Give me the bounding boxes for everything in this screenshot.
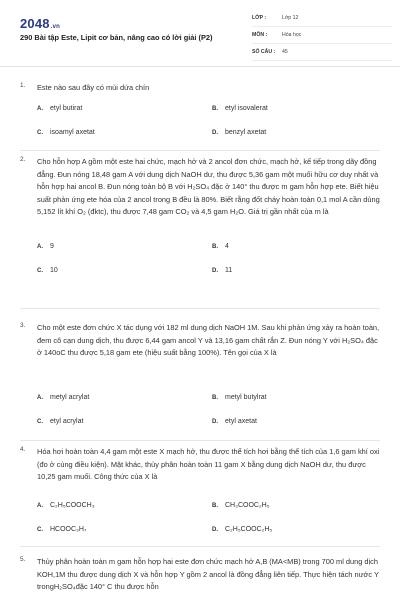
question-text: Cho một este đơn chức X tác dụng với 182 ml dung dịch NaOH 1M. Sau khi phản ứng xảy ra hoàn toàn, đem cô cạn dung dịch, thu được 6,44 gam ancol Y và 13,16 gam chất rắn Z. Đun nóng Y với H₂SO₄ đặc ở 140oC thu được 5,18 gam ete (hiệu suất bằng 100%). Tên gọi của X là [37,323,380,358]
option-text: C₂H₅COOCH₃ [50,502,95,509]
option-text: metyl acrylat [50,394,90,401]
option-text: CH₃COOC₂H₅ [225,502,270,509]
info-label: LỚP : [252,15,267,21]
option-text: 4 [225,243,229,250]
option-letter: B. [212,244,218,250]
info-table [252,10,392,61]
divider [20,150,380,151]
option-letter: B. [212,106,218,112]
option-text: isoamyl axetat [50,129,95,136]
info-row-class [252,10,392,27]
option-letter: C. [37,268,43,274]
option-letter: D. [212,268,218,274]
option-letter: A. [37,244,43,250]
option-d[interactable] [212,526,272,533]
option-letter: C. [37,419,43,425]
divider [20,440,380,441]
option-b[interactable] [212,394,267,401]
option-d[interactable] [212,129,266,136]
option-c[interactable] [37,418,83,425]
option-b[interactable] [212,502,270,509]
info-label: SỐ CÂU : [252,49,276,55]
info-label: MÔN : [252,32,268,38]
option-text: metyl butylrat [225,394,267,401]
question-number: 2. [20,156,26,163]
option-letter: C. [37,527,43,533]
divider [20,308,380,309]
option-b[interactable] [212,105,268,112]
option-text: benzyl axetat [225,129,267,136]
option-letter: D. [212,419,218,425]
option-d[interactable] [212,418,257,425]
option-text: 9 [50,243,54,250]
logo-text: 2048 [20,16,50,31]
option-letter: A. [37,106,43,112]
option-letter: D. [212,130,218,136]
question-number: 1. [20,82,26,89]
question-text: Este nào sau đây có mùi dứa chín [37,83,150,92]
info-row-subject [252,27,392,44]
info-value: Lớp 12 [282,15,299,21]
logo-suffix: .vn [50,24,61,30]
info-value: Hóa học [282,32,302,38]
option-a[interactable] [37,394,89,401]
option-letter: B. [212,503,218,509]
site-logo[interactable] [20,16,60,31]
option-a[interactable] [37,105,82,112]
page-header [0,0,400,67]
option-text: etyl axetat [225,418,257,425]
option-a[interactable] [37,502,95,509]
option-letter: A. [37,395,43,401]
option-c[interactable] [37,526,86,533]
option-letter: D. [212,527,218,533]
option-text: etyl acrylat [50,418,84,425]
question-number: 5. [20,556,26,563]
document-title: 290 Bài tập Este, Lipit cơ bản, nâng cao có lời giải (P2) [20,33,213,42]
option-text: 10 [50,267,58,274]
question-number: 3. [20,322,26,329]
option-text: C₂H₅COOC₂H₅ [225,526,273,533]
option-text: etyl butirat [50,105,83,112]
option-c[interactable] [37,267,58,274]
option-a[interactable] [37,243,54,250]
question-number: 4. [20,446,26,453]
question-text: Thủy phân hoàn toàn m gam hỗn hợp hai este đơn chức mạch hở A,B (MA<MB) trong 700 ml dung dịch KOH,1M thu được dung dịch X và hỗn hợp Y gồm 2 ancol là đồng đẳng liên tiếp. Thực hiện tách nước Y trongH₂SO₄đặc 140° C thu được hỗn [37,557,379,592]
option-d[interactable] [212,267,232,274]
option-text: etyl isovalerat [225,105,268,112]
question-text: Cho hỗn hợp A gồm một este hai chức, mạch hở và 2 ancol đơn chức, mạch hở, kế tiếp trong dãy đồng đẳng. Đun nóng 18,48 gam A với dung dịch NaOH dư, thu được 5,36 gam một muối hữu cơ duy nhất và hỗn hợp hai ancol B. Đun nóng toàn bộ B với H₂SO₄ đặc ở 140° thu được m gam hỗn hợp ete. Biết hiệu suất phản ứng ete hóa của 2 ancol trong B đều là 80%. Biết rằng đốt cháy hoàn toàn 0,1 mol A cần dùng 5,152 lít khí O₂ (đktc), thu được 7,48 gam CO₂ và 4,5 gam H₂O. Giá trị gần nhất của m là [37,157,380,217]
option-letter: C. [37,130,43,136]
option-text: HCOOC₃H₇ [50,526,87,533]
option-letter: B. [212,395,218,401]
option-b[interactable] [212,243,229,250]
info-row-count [252,44,392,61]
question-text: Hóa hơi hoàn toàn 4,4 gam một este X mạch hở, thu được thể tích hơi bằng thể tích của 1,6 gam khí oxi (đo ở cùng điều kiện). Mặt khác, thủy phân hoàn toàn 11 gam X bằng dung dịch NaOH dư, thu được 10,25 gam muối. Công thức của X là [37,447,380,482]
option-text: 11 [225,267,233,274]
option-c[interactable] [37,129,95,136]
divider [20,546,380,547]
info-value: 45 [282,49,288,55]
option-letter: A. [37,503,43,509]
